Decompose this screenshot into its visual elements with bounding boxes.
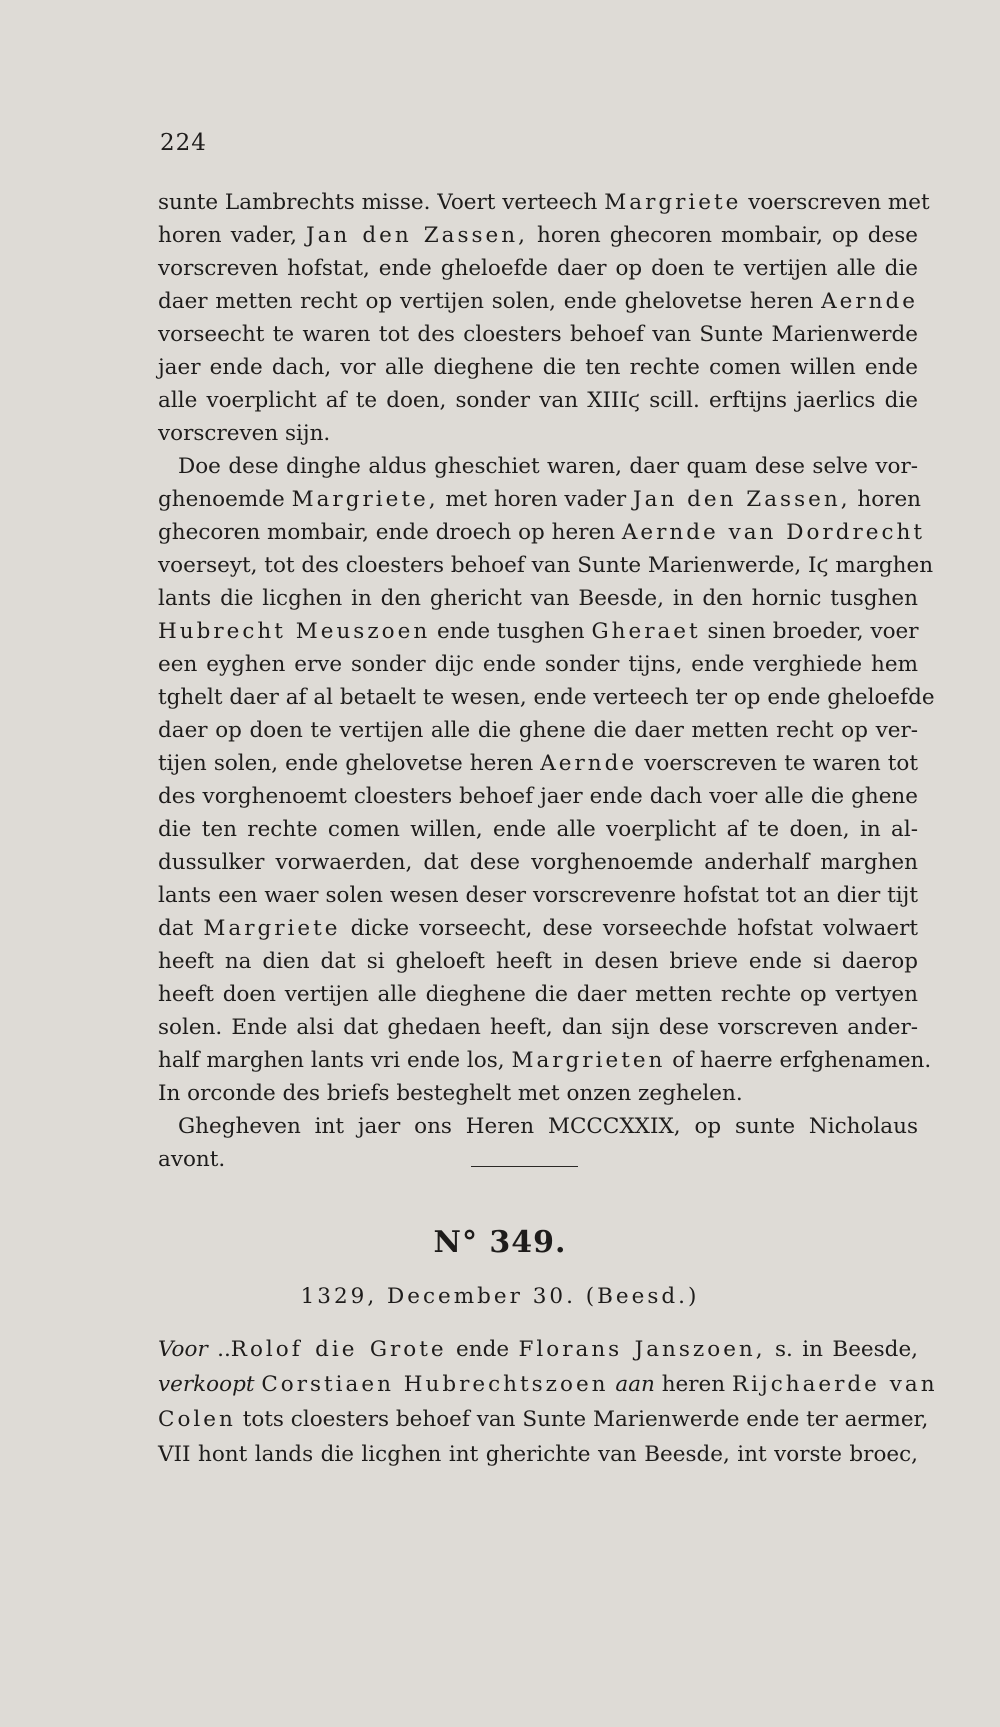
text-line: Hubrecht Meuszoen ende tusghen Gheraet sinen broeder, voer	[158, 619, 919, 644]
text-line: heeft na dien dat si gheloeft heeft in desen brieve ende si daerop	[158, 949, 918, 974]
text-line: ghecoren mombair, ende droech op heren Aernde van Dordrecht	[158, 520, 925, 545]
text-line: dussulker vorwaerden, dat dese vorghenoemde anderhalf marghen	[158, 850, 918, 875]
text-line: sunte Lambrechts misse. Voert verteech Margriete voerscreven met	[158, 190, 930, 215]
text-line: dat Margriete dicke vorseecht, dese vorseechde hofstat volwaert	[158, 916, 918, 941]
text-line: vorseecht te waren tot des cloesters behoef van Sunte Marienwerde	[158, 322, 918, 347]
text-line: avont.	[158, 1147, 226, 1172]
text-line: horen vader, Jan den Zassen, horen ghecoren mombair, op dese	[158, 223, 918, 248]
text-line: alle voerplicht af te doen, sonder van XIIIϛ scill. erftijns jaerlics die	[158, 388, 918, 413]
section-divider	[471, 1166, 578, 1167]
text-line: die ten rechte comen willen, ende alle voerplicht af te doen, in al-	[158, 817, 918, 842]
text-line: een eyghen erve sonder dijc ende sonder tijns, ende verghiede hem	[158, 652, 918, 677]
text-line: Voor ..Rolof die Grote ende Florans Janszoen, s. in Beesde,	[158, 1337, 918, 1362]
text-line: Colen tots cloesters behoef van Sunte Marienwerde ende ter aermer,	[158, 1407, 929, 1432]
text-line: daer metten recht op vertijen solen, ende ghelovetse heren Aernde	[158, 289, 918, 314]
text-line: daer op doen te vertijen alle die ghene die daer metten recht op ver-	[158, 718, 918, 743]
text-line: lants een waer solen wesen deser vorscrevenre hofstat tot an dier tijt	[158, 883, 918, 908]
document-number: N° 349.	[433, 1225, 567, 1260]
text-line: solen. Ende alsi dat ghedaen heeft, dan sijn dese vorscreven ander-	[158, 1015, 918, 1040]
document-date: 1329, December 30. (Beesd.)	[300, 1284, 700, 1309]
text-line: verkoopt Corstiaen Hubrechtszoen aan heren Rijchaerde van	[158, 1372, 938, 1397]
document-349-summary	[158, 1332, 938, 1472]
text-line: vorscreven hofstat, ende gheloefde daer op doen te vertijen alle die	[158, 256, 918, 281]
text-line: vorscreven sijn.	[158, 421, 331, 446]
text-line: ghenoemde Margriete, met horen vader Jan den Zassen, horen	[158, 487, 922, 512]
text-line: voerseyt, tot des cloesters behoef van Sunte Marienwerde, Iϛ marghen	[158, 553, 934, 578]
text-line: tghelt daer af al betaelt te wesen, ende verteech ter op ende gheloefde	[158, 685, 935, 710]
text-line: In orconde des briefs besteghelt met onzen zeghelen.	[158, 1081, 743, 1106]
text-line: heeft doen vertijen alle dieghene die daer metten rechte op vertyen	[158, 982, 918, 1007]
text-line: lants die licghen in den ghericht van Beesde, in den hornic tusghen	[158, 586, 918, 611]
page-number: 224	[160, 130, 207, 156]
document-348-text	[158, 186, 935, 1176]
text-line: Ghegheven int jaer ons Heren MCCCXXIX, op sunte Nicholaus	[178, 1114, 918, 1139]
text-line: tijen solen, ende ghelovetse heren Aernde voerscreven te waren tot	[158, 751, 918, 776]
text-line: Doe dese dinghe aldus gheschiet waren, daer quam dese selve vor-	[178, 454, 918, 479]
text-line: VII hont lands die licghen int gherichte van Beesde, int vorste broec,	[158, 1442, 918, 1467]
text-line: half marghen lants vri ende los, Margrieten of haerre erfghenamen.	[158, 1048, 932, 1073]
text-line: des vorghenoemt cloesters behoef jaer ende dach voer alle die ghene	[158, 784, 918, 809]
text-line: jaer ende dach, vor alle dieghene die ten rechte comen willen ende	[158, 355, 918, 380]
